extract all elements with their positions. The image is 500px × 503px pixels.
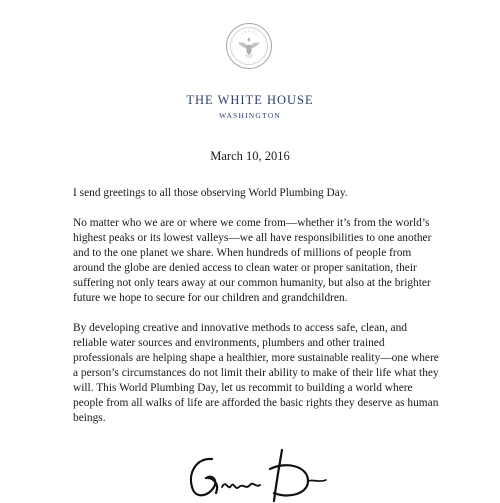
letter-paragraph: By developing creative and innovative methods to access safe, clean, and reliable water sources and environments, plumbers and other trained professionals are helping shape a healthier, more sustainable reality—one where a person’s circumstances do not limit their ability to make of their life what they will. This World Plumbing Day, let us recommit to building a world where people from all walks of life are afforded the basic rights they deserve as human beings. xyxy=(73,322,439,424)
letter-paragraph: I send greetings to all those observing World Plumbing Day. xyxy=(73,187,348,199)
letter-body xyxy=(73,186,443,441)
handwritten-signature-icon xyxy=(182,447,332,503)
letterhead xyxy=(0,92,500,121)
letter-paragraph: No matter who we are or where we come from—whether it’s from the world’s highest peaks or its lowest valleys—we all have responsibilities to one another and to the one planet we share. When hundreds of millions of people from around the globe are denied access to clean water or proper sanitation, their suffering not only tears away at our common humanity, but also at the brighter future we hope to secure for our children and grandchildren. xyxy=(73,217,432,304)
presidential-seal-icon xyxy=(225,22,273,70)
letter-date: March 10, 2016 xyxy=(210,149,290,163)
letterhead-title: THE WHITE HOUSE xyxy=(186,93,314,107)
letterhead-city: WASHINGTON xyxy=(219,111,281,120)
